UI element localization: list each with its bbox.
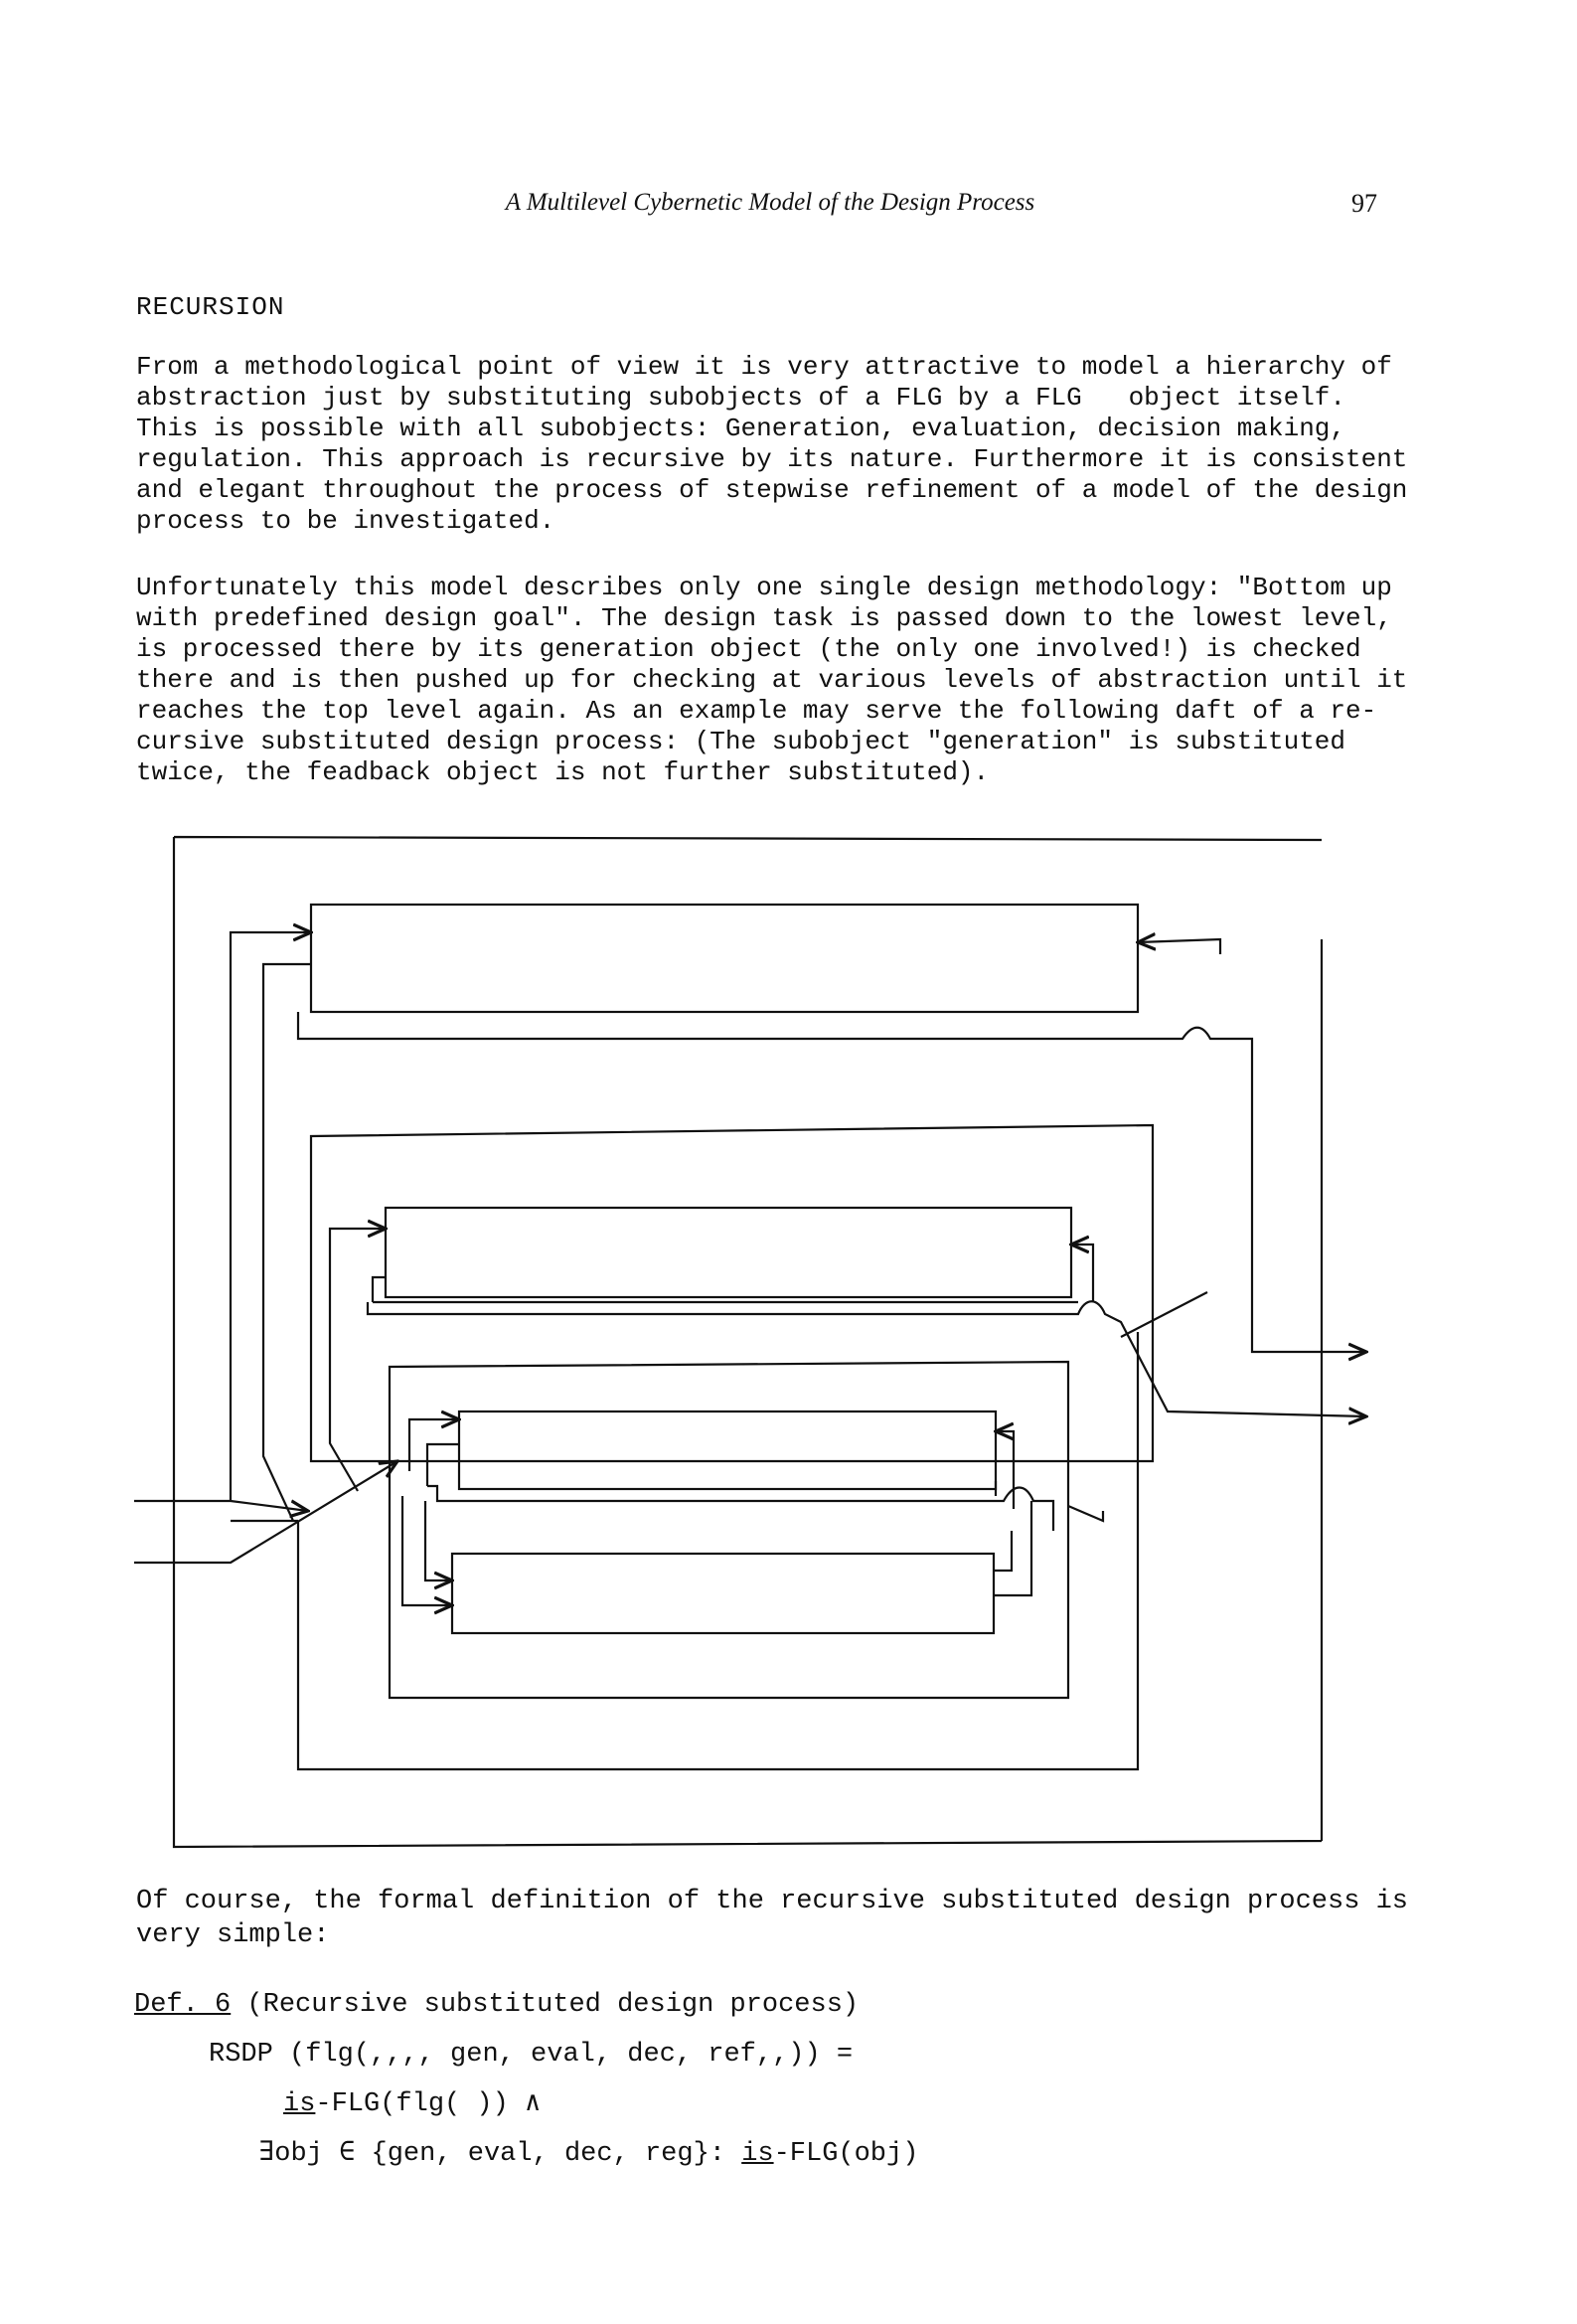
definition-line-1: RSDP (flg(,,,, gen, eval, dec, ref,,)) = xyxy=(209,2040,854,2070)
level3-lower-box xyxy=(452,1554,994,1633)
recursive-design-process-diagram xyxy=(124,825,1376,1859)
paragraph-recursion-intro xyxy=(136,352,1408,537)
text-line: Unfortunately this model describes only one single design methodology: "Bottom up xyxy=(136,573,1392,602)
text-line: cursive substituted design process: (The subobject "generation" is substituted xyxy=(136,727,1345,756)
text-line: abstraction just by substituting subobjects of a FLG by a FLG object itself. xyxy=(136,383,1345,413)
level1-generation-box xyxy=(311,905,1138,1012)
level2-top-path xyxy=(373,1277,1078,1302)
text-line: very simple: xyxy=(136,1920,330,1950)
definition-line-2-rest: -FLG(flg( )) ∧ xyxy=(315,2089,542,2119)
text-line: Of course, the formal definition of the recursive substituted design process is xyxy=(136,1887,1409,1916)
text-line: From a methodological point of view it is very attractive to model a hierarchy of xyxy=(136,352,1392,382)
level3-upper-box xyxy=(459,1411,996,1489)
text-line: This is possible with all subobjects: Generation, evaluation, decision making, xyxy=(136,414,1345,443)
level3-lower-input xyxy=(425,1501,452,1580)
level1-feedback-link xyxy=(1138,939,1220,954)
definition-line-3-pre: ∃obj ∈ {gen, eval, dec, reg}: xyxy=(258,2139,742,2169)
definition-line-3 xyxy=(258,2139,918,2170)
level3-right-loop xyxy=(1068,1506,1103,1521)
section-heading: RECURSION xyxy=(136,292,285,322)
external-input-1 xyxy=(134,1501,308,1511)
text-line: twice, the feadback object is not further substituted). xyxy=(136,757,990,787)
paragraph-methodology xyxy=(136,573,1408,788)
is-operator: is xyxy=(283,2089,316,2119)
level2-generation-box xyxy=(386,1208,1071,1297)
running-head: A Multilevel Cybernetic Model of the Design Process xyxy=(505,189,1035,216)
level3-upper-side xyxy=(427,1444,459,1486)
definition-heading xyxy=(134,1990,859,2021)
text-line: reaches the top level again. As an example may serve the following daft of a re- xyxy=(136,696,1377,726)
definition-title: (Recursive substituted design process) xyxy=(231,1990,860,2020)
is-operator: is xyxy=(741,2139,774,2169)
level2-diagonal xyxy=(1121,1292,1207,1337)
level3-lower-feedback xyxy=(994,1531,1012,1571)
definition-line-3-rest: -FLG(obj) xyxy=(773,2139,919,2169)
level3-upper-bottom xyxy=(427,1486,1053,1531)
text-line: with predefined design goal". The design task is passed down to the lowest level, xyxy=(136,603,1392,633)
text-line: regulation. This approach is recursive by its nature. Furthermore it is consistent xyxy=(136,444,1408,474)
text-line: there and is then pushed up for checking at various levels of abstraction until it xyxy=(136,665,1408,695)
text-line: and elegant throughout the process of stepwise refinement of a model of the design xyxy=(136,475,1408,505)
paragraph-formal-definition xyxy=(136,1885,1409,1952)
level2-return-path xyxy=(368,1301,1366,1416)
outer-frame xyxy=(174,837,1322,1847)
definition-line-2 xyxy=(283,2089,541,2120)
level3-lower-input2 xyxy=(402,1496,452,1605)
text-line: is processed there by its generation object (the only one involved!) is checked xyxy=(136,634,1361,664)
page-number: 97 xyxy=(1351,189,1377,218)
level1-top-path xyxy=(263,964,311,1521)
definition-label: Def. 6 xyxy=(134,1990,232,2020)
level2-input-link xyxy=(330,1229,386,1491)
text-line: process to be investigated. xyxy=(136,506,555,536)
level2-feedback-link xyxy=(1071,1245,1093,1302)
